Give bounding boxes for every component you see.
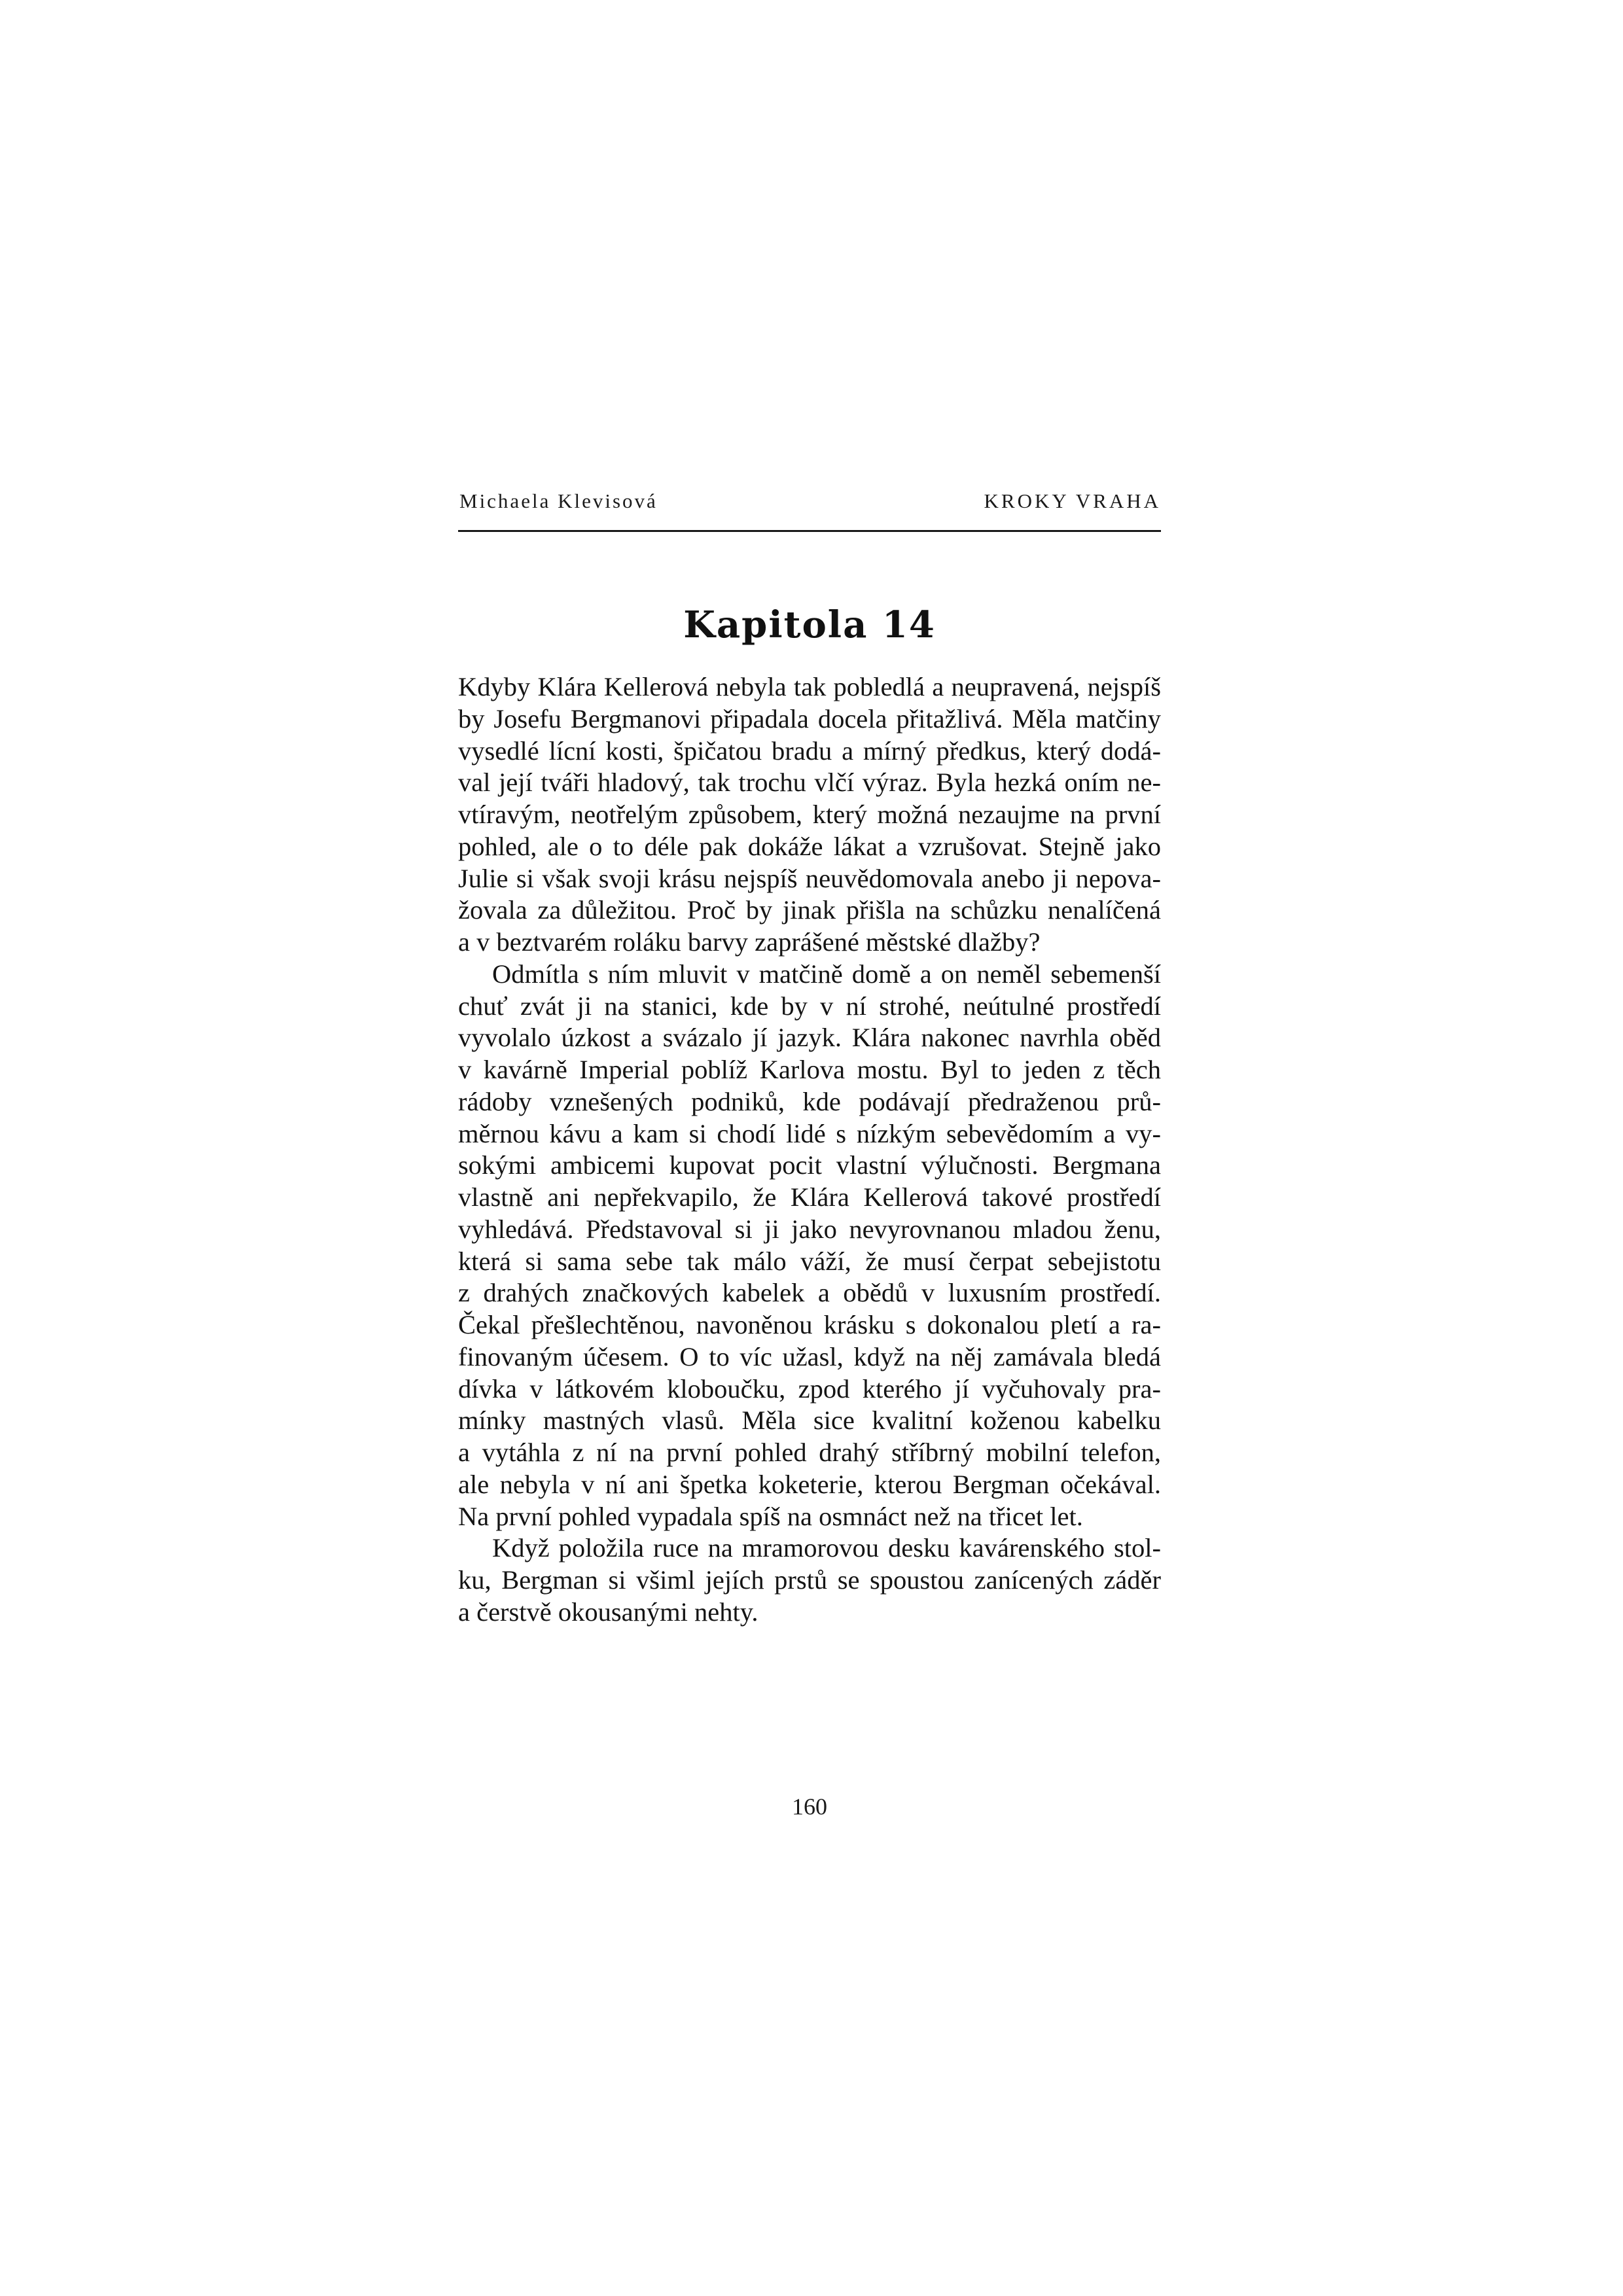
text-line: dívka v látkovém kloboučku, zpod kterého jí vyčuhovaly pra- <box>458 1373 1161 1404</box>
chapter-heading: Kapitola 14 <box>683 603 936 646</box>
text-line: která si sama sebe tak málo váží, že musí čerpat sebejistotu <box>458 1246 1161 1276</box>
text-line: by Josefu Bergmanovi připadala docela přitažlivá. Měla matčiny <box>458 703 1161 733</box>
text-line: Kdyby Klára Kellerová nebyla tak pobledlá a neupravená, nejspíš <box>458 672 1161 701</box>
header-book-title: KROKY VRAHA <box>984 489 1161 512</box>
text-line: vyvolalo úzkost a svázalo jí jazyk. Klára nakonec navrhla oběd <box>458 1023 1161 1053</box>
text-line: žovala za důležitou. Proč by jinak přišla na schůzku nenalíčená <box>458 895 1161 925</box>
paragraph-2 <box>458 959 1161 1533</box>
text-line: Čekal přešlechtěnou, navoněnou krásku s dokonalou pletí a ra- <box>458 1310 1161 1339</box>
text-line: vlastně ani nepřekvapilo, že Klára Kellerová takové prostředí <box>458 1182 1161 1212</box>
text-line: pohled, ale o to déle pak dokáže lákat a vzrušovat. Stejně jako <box>458 831 1161 861</box>
paragraph-3 <box>458 1532 1161 1628</box>
text-line: a čerstvě okousanými nehty. <box>458 1597 758 1627</box>
text-line: ku, Bergman si všiml jejích prstů se spoustou zanícených záděr <box>458 1565 1161 1595</box>
text-line: Na první pohled vypadala spíš na osmnáct než na třicet let. <box>458 1501 1083 1531</box>
text-line: vyhledává. Představoval si ji jako nevyrovnanou mladou ženu, <box>458 1214 1161 1244</box>
text-line: rádoby vznešených podniků, kde podávají předraženou prů- <box>458 1086 1161 1116</box>
text-line: a v beztvarém roláku barvy zaprášené městské dlažby? <box>458 927 1041 957</box>
text-line: z drahých značkových kabelek a obědů v luxusním prostředí. <box>458 1278 1161 1308</box>
text-line: Julie si však svoji krásu nejspíš neuvědomovala anebo ji nepova- <box>458 863 1161 893</box>
text-line: Když položila ruce na mramorovou desku kavárenského stol- <box>492 1533 1161 1563</box>
text-line: ale nebyla v ní ani špetka koketerie, kterou Bergman očekával. <box>458 1469 1161 1499</box>
paragraph-1 <box>458 671 1161 959</box>
text-line: val její tváři hladový, tak trochu vlčí výraz. Byla hezká oním ne- <box>458 768 1161 798</box>
text-line: sokými ambicemi kupovat pocit vlastní výlučnosti. Bergmana <box>458 1150 1161 1180</box>
text-line: Odmítla s ním mluvit v matčině domě a on neměl sebemenší <box>492 959 1161 989</box>
text-line: mínky mastných vlasů. Měla sice kvalitní koženou kabelku <box>458 1405 1161 1436</box>
page-number: 160 <box>792 1793 827 1820</box>
text-line: chuť zvát ji na stanici, kde by v ní strohé, neútulné prostředí <box>458 991 1161 1021</box>
text-line: vtíravým, neotřelým způsobem, který možná nezaujme na první <box>458 800 1161 829</box>
text-line: v kavárně Imperial poblíž Karlova mostu. Byl to jeden z těch <box>458 1055 1161 1084</box>
text-line: finovaným účesem. O to víc užasl, když na něj zamávala bledá <box>458 1341 1161 1371</box>
text-line: vysedlé lícní kosti, špičatou bradu a mírný předkus, který dodá- <box>458 735 1161 766</box>
body-text <box>458 671 1161 1629</box>
header-author: Michaela Klevisová <box>459 489 658 512</box>
text-line: a vytáhla z ní na první pohled drahý stříbrný mobilní telefon, <box>458 1438 1161 1467</box>
running-header <box>458 489 1161 532</box>
text-line: měrnou kávu a kam si chodí lidé s nízkým sebevědomím a vy- <box>458 1118 1161 1148</box>
